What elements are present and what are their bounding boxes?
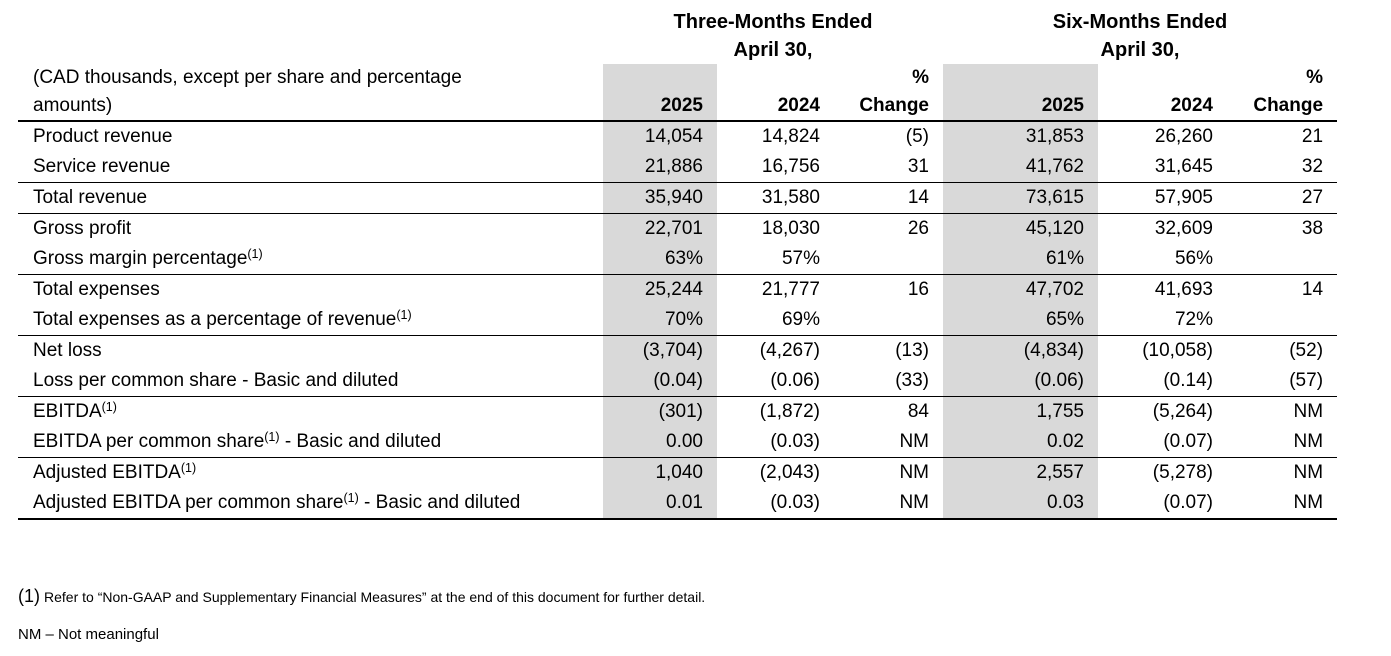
cell-3m-2024: (0.03) — [717, 488, 834, 519]
cell-6m-change: (57) — [1227, 366, 1337, 397]
footnote-ref: (1) — [180, 461, 197, 475]
change-label: Change — [1253, 95, 1324, 116]
col-header-6m-2025: 2025 — [943, 64, 1098, 121]
footnote-ref: (1) — [247, 247, 263, 261]
cell-6m-change: (52) — [1289, 340, 1324, 361]
col-header-3m-2025: 2025 — [603, 64, 717, 121]
cell-6m-2025: (0.06) — [943, 366, 1098, 397]
row-label: Service revenue — [18, 152, 603, 183]
row-label: Total expenses — [33, 279, 160, 300]
cell-6m-2024: 72% — [1098, 305, 1227, 336]
cell-3m-2025: 14,054 — [603, 121, 717, 152]
cell-6m-2024: (10,058) — [1142, 340, 1213, 361]
cell-3m-2024: 14,824 — [761, 126, 820, 147]
cell-3m-change: NM — [834, 427, 943, 458]
period-title-row — [18, 8, 1337, 36]
cell-6m-2024: (5,278) — [1152, 462, 1213, 483]
cell-6m-change: 21 — [1301, 126, 1324, 147]
footnote-ref: (1) — [343, 491, 359, 505]
cell-3m-change: NM — [899, 462, 929, 483]
row-label: Total revenue — [18, 183, 603, 214]
footnote-1 — [18, 586, 1391, 607]
empty-corner-cell — [18, 8, 603, 36]
unit-note-line1: (CAD thousands, except per share and percentage — [33, 67, 462, 88]
cell-6m-2024: 56% — [1098, 244, 1227, 275]
cell-3m-2025: 35,940 — [603, 183, 717, 214]
cell-3m-change — [834, 305, 943, 336]
cell-3m-change: NM — [834, 488, 943, 519]
cell-3m-change: (33) — [834, 366, 943, 397]
cell-3m-2025: 22,701 — [603, 214, 717, 245]
cell-3m-2025: (0.04) — [603, 366, 717, 397]
row-label: Adjusted EBITDA$^{(1)}$ — [33, 461, 197, 483]
cell-3m-change — [834, 244, 943, 275]
table-row-loss-per-share — [18, 366, 1337, 397]
cell-3m-2024: (1,872) — [759, 401, 820, 422]
table-row-gross-margin-percentage — [18, 244, 1337, 275]
cell-3m-change: 26 — [907, 218, 929, 239]
table-row-total-expenses — [18, 275, 1337, 306]
cell-6m-2024: 32,609 — [1154, 218, 1213, 239]
cell-3m-change: 84 — [907, 401, 929, 422]
unit-note-line2: amounts) — [33, 95, 113, 116]
six-months-title: Six-Months Ended — [1052, 11, 1228, 33]
cell-3m-2025: (3,704) — [603, 336, 717, 367]
cell-6m-change: NM — [1293, 462, 1324, 483]
cell-6m-change — [1227, 305, 1337, 336]
col-header-6m-pct-change — [1227, 64, 1337, 121]
cell-6m-2025: 45,120 — [943, 214, 1098, 245]
cell-3m-2025: 63% — [603, 244, 717, 275]
table-row-adjusted-ebitda-per-share — [18, 488, 1337, 519]
cell-3m-2024: 18,030 — [761, 218, 820, 239]
cell-3m-2025: 25,244 — [603, 275, 717, 306]
table-row-service-revenue — [18, 152, 1337, 183]
row-label: Loss per common share - Basic and diluted — [18, 366, 603, 397]
cell-3m-2024: 57% — [717, 244, 834, 275]
empty-corner-cell — [18, 36, 603, 64]
cell-6m-change — [1227, 244, 1337, 275]
cell-3m-2024: (0.06) — [717, 366, 834, 397]
cell-6m-2025: 61% — [943, 244, 1098, 275]
cell-6m-2025: 47,702 — [943, 275, 1098, 306]
footnote-1-marker: (1) — [18, 586, 40, 606]
footnote-ref: (1) — [264, 430, 280, 444]
column-header-row — [18, 64, 1337, 121]
financial-summary-table — [18, 8, 1337, 520]
cell-6m-2025: 31,853 — [943, 121, 1098, 152]
cell-6m-2024: 57,905 — [1098, 183, 1227, 214]
table-row-product-revenue — [18, 121, 1337, 152]
cell-3m-2024: (4,267) — [759, 340, 820, 361]
cell-6m-2024: (0.14) — [1098, 366, 1227, 397]
six-months-subtitle: April 30, — [1100, 39, 1180, 61]
col-header-3m-pct-change — [834, 64, 943, 121]
change-label: Change — [859, 95, 929, 116]
cell-6m-2025: 65% — [943, 305, 1098, 336]
cell-3m-2025: 0.01 — [603, 488, 717, 519]
period-subtitle-row — [18, 36, 1337, 64]
col-header-3m-2024: 2024 — [717, 64, 834, 121]
cell-6m-2025: 41,762 — [943, 152, 1098, 183]
cell-3m-change: 14 — [834, 183, 943, 214]
footnote-ref: (1) — [101, 400, 117, 414]
footnote-ref: (1) — [396, 308, 412, 322]
cell-6m-2025: 0.03 — [943, 488, 1098, 519]
cell-3m-2024: 21,777 — [761, 279, 820, 300]
table-row-adjusted-ebitda — [18, 458, 1337, 489]
row-label: Total expenses as a percentage of revenue$^{(1)}$ — [18, 305, 603, 336]
row-label: EBITDA per common share$^{(1)}$ - Basic and diluted — [18, 427, 603, 458]
cell-6m-2025: 73,615 — [943, 183, 1098, 214]
table-row-total-revenue — [18, 183, 1337, 214]
cell-6m-change: 14 — [1301, 279, 1324, 300]
cell-6m-change: NM — [1227, 427, 1337, 458]
cell-3m-2024: (0.03) — [717, 427, 834, 458]
cell-3m-change: (13) — [895, 340, 929, 361]
cell-3m-2024: (2,043) — [759, 462, 820, 483]
cell-3m-2024: 16,756 — [717, 152, 834, 183]
cell-6m-2025: 0.02 — [943, 427, 1098, 458]
cell-6m-change: NM — [1293, 401, 1324, 422]
cell-3m-2025: 0.00 — [603, 427, 717, 458]
footnotes-section — [18, 586, 1391, 645]
table-row-ebitda — [18, 397, 1337, 428]
footnote-nm: NM – Not meaningful — [18, 626, 159, 643]
footnote-1-text: Refer to “Non-GAAP and Supplementary Financial Measures” at the end of this document for further detail. — [44, 589, 706, 605]
table-row-total-expenses-percentage — [18, 305, 1337, 336]
cell-6m-change: NM — [1227, 488, 1337, 519]
three-months-title: Three-Months Ended — [673, 11, 873, 33]
three-months-subtitle: April 30, — [733, 39, 813, 61]
row-label: Net loss — [33, 340, 102, 361]
cell-3m-2025: 1,040 — [603, 458, 717, 489]
row-label: Adjusted EBITDA per common share$^{(1)}$ - Basic and diluted — [18, 488, 603, 519]
cell-3m-2025: 70% — [603, 305, 717, 336]
row-label: Product revenue — [33, 126, 173, 147]
cell-6m-2024: 26,260 — [1154, 126, 1213, 147]
unit-note — [18, 64, 603, 121]
cell-3m-2024: 31,580 — [717, 183, 834, 214]
cell-6m-2025: 1,755 — [943, 397, 1098, 428]
cell-6m-2025: 2,557 — [943, 458, 1098, 489]
row-label: EBITDA$^{(1)}$ — [33, 400, 117, 422]
cell-3m-2025: 21,886 — [603, 152, 717, 183]
cell-6m-change: 32 — [1227, 152, 1337, 183]
cell-6m-change: 38 — [1301, 218, 1324, 239]
cell-6m-2025: (4,834) — [943, 336, 1098, 367]
table-row-gross-profit — [18, 214, 1337, 245]
cell-6m-change: 27 — [1227, 183, 1337, 214]
row-label: Gross margin percentage$^{(1)}$ — [18, 244, 603, 275]
pct-sign: % — [1306, 67, 1324, 88]
col-header-6m-2024: 2024 — [1098, 64, 1227, 121]
cell-3m-change: 16 — [907, 279, 929, 300]
cell-3m-change: (5) — [905, 126, 929, 147]
row-label: Gross profit — [33, 218, 132, 239]
cell-6m-2024: (5,264) — [1152, 401, 1213, 422]
cell-6m-2024: 31,645 — [1098, 152, 1227, 183]
cell-3m-change: 31 — [834, 152, 943, 183]
cell-6m-2024: 41,693 — [1154, 279, 1213, 300]
pct-sign: % — [912, 67, 929, 88]
cell-6m-2024: (0.07) — [1098, 488, 1227, 519]
cell-6m-2024: (0.07) — [1098, 427, 1227, 458]
cell-3m-2025: (301) — [603, 397, 717, 428]
table-row-net-loss — [18, 336, 1337, 367]
table-row-ebitda-per-share — [18, 427, 1337, 458]
cell-3m-2024: 69% — [717, 305, 834, 336]
